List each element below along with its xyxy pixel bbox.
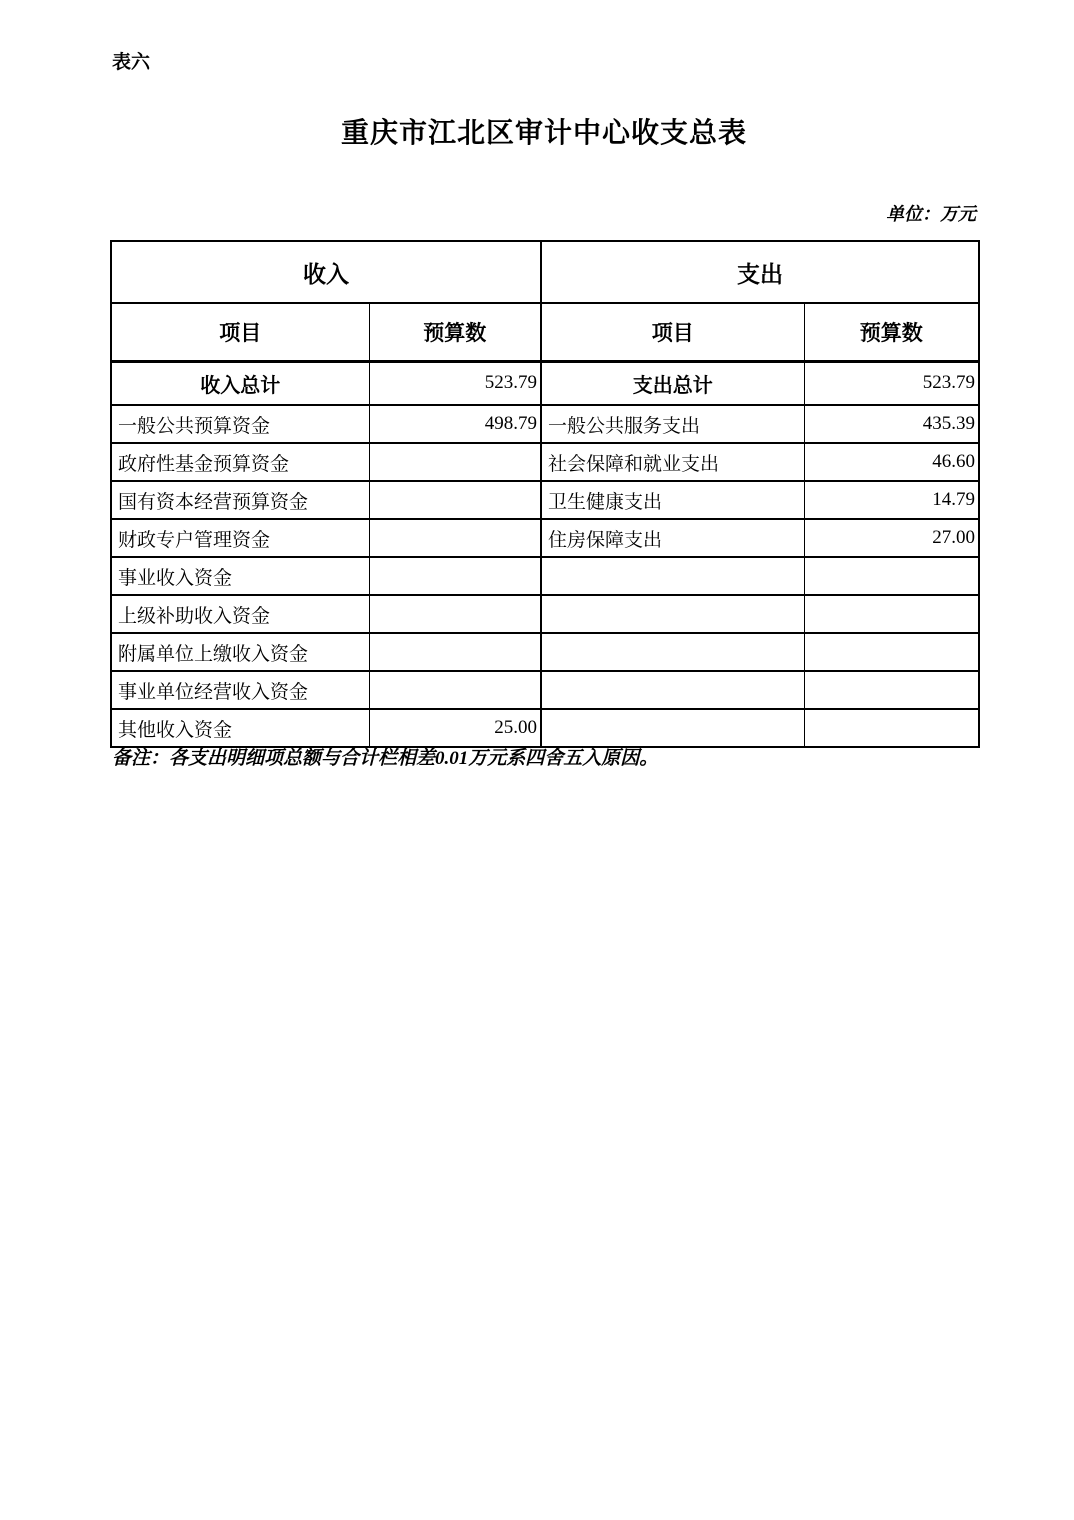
table-number-label: 表六: [112, 52, 151, 73]
income-item: 政府性基金预算资金: [111, 443, 369, 481]
table-row: [111, 557, 979, 595]
expense-item: 住房保障支出: [541, 519, 804, 557]
budget-summary-table: [110, 240, 980, 748]
expense-value: 46.60: [804, 443, 979, 481]
expense-item: 一般公共服务支出: [541, 405, 804, 443]
income-item: 附属单位上缴收入资金: [111, 633, 369, 671]
expense-value: [804, 595, 979, 633]
expense-total-label: 支出总计: [541, 361, 804, 405]
table-column-header-row: [111, 303, 979, 361]
income-value: [369, 443, 541, 481]
table-row: [111, 405, 979, 443]
expense-item: [541, 557, 804, 595]
expense-item: [541, 709, 804, 747]
income-item: 其他收入资金: [111, 709, 369, 747]
income-total-value: 523.79: [369, 361, 541, 405]
income-item-header: 项目: [111, 303, 369, 361]
expense-budget-header: 预算数: [804, 303, 979, 361]
expense-item: 卫生健康支出: [541, 481, 804, 519]
expense-group-header: 支出: [541, 241, 979, 303]
income-item: 事业单位经营收入资金: [111, 671, 369, 709]
expense-value: 27.00: [804, 519, 979, 557]
income-value: [369, 481, 541, 519]
income-group-header: 收入: [111, 241, 541, 303]
income-value: 25.00: [369, 709, 541, 747]
income-value: [369, 519, 541, 557]
page-title: 重庆市江北区审计中心收支总表: [340, 118, 747, 149]
table-row: [111, 671, 979, 709]
table-row: [111, 481, 979, 519]
income-item: 财政专户管理资金: [111, 519, 369, 557]
expense-value: [804, 709, 979, 747]
expense-item: [541, 671, 804, 709]
expense-item-header: 项目: [541, 303, 804, 361]
income-budget-header: 预算数: [369, 303, 541, 361]
income-item: 一般公共预算资金: [111, 405, 369, 443]
income-value: [369, 633, 541, 671]
table-row: [111, 595, 979, 633]
expense-item: [541, 595, 804, 633]
unit-note: 单位：万元: [886, 204, 976, 224]
expense-item: [541, 633, 804, 671]
income-value: [369, 671, 541, 709]
expense-value: [804, 671, 979, 709]
table-row-total: [111, 361, 979, 405]
income-value: 498.79: [369, 405, 541, 443]
expense-value: [804, 557, 979, 595]
table-row: [111, 519, 979, 557]
footnote: 备注：各支出明细项总额与合计栏相差0.01万元系四舍五入原因。: [112, 748, 659, 769]
income-value: [369, 557, 541, 595]
table-group-header-row: [111, 241, 979, 303]
income-item: 事业收入资金: [111, 557, 369, 595]
table-row: [111, 443, 979, 481]
expense-total-value: 523.79: [804, 361, 979, 405]
table-row: [111, 633, 979, 671]
expense-value: 14.79: [804, 481, 979, 519]
income-item: 国有资本经营预算资金: [111, 481, 369, 519]
expense-item: 社会保障和就业支出: [541, 443, 804, 481]
income-value: [369, 595, 541, 633]
expense-value: [804, 633, 979, 671]
income-item: 上级补助收入资金: [111, 595, 369, 633]
income-total-label: 收入总计: [111, 361, 369, 405]
expense-value: 435.39: [804, 405, 979, 443]
table-row: [111, 709, 979, 747]
